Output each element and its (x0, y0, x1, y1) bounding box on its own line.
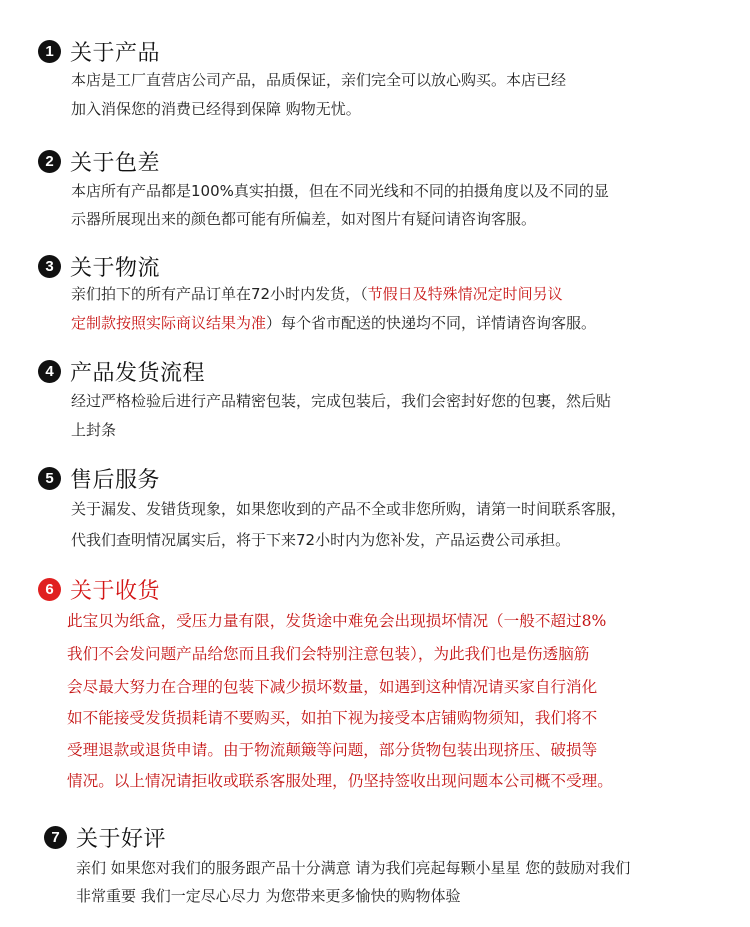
body-line: 亲们 如果您对我们的服务跟产品十分满意 请为我们亮起每颗小星星 您的鼓励对我们 (76, 859, 631, 877)
body-line: 关于漏发、发错货现象，如果您收到的产品不全或非您所购，请第一时间联系客服， (71, 500, 627, 518)
section-title: 关于产品 (70, 41, 161, 66)
section-header (38, 36, 160, 67)
section-title: 售后服务 (70, 468, 161, 493)
section-header (38, 356, 205, 387)
body-line: 代我们查明情况属实后，将于下来72小时内为您补发，产品运费公司承担。 (71, 531, 571, 549)
highlight-text: 节假日及特殊情况定时间另议 (367, 285, 563, 303)
body-line: 示器所展现出来的颜色都可能有所偏差，如对图片有疑问请咨询客服。 (71, 210, 537, 228)
number-badge-icon: 3 (38, 255, 61, 278)
body-line: 本店所有产品都是100%真实拍摄，但在不同光线和不同的拍摄角度以及不同的显 (71, 182, 609, 200)
number-badge-icon: 4 (38, 360, 61, 383)
section-title: 关于好评 (76, 827, 167, 852)
section-title: 关于色差 (70, 151, 161, 176)
body-line: 加入消保您的消费已经得到保障 购物无忧。 (71, 100, 361, 118)
body-line: 如不能接受发货损耗请不要购买，如拍下视为接受本店铺购物须知，我们将不 (67, 709, 598, 727)
body-line: 受理退款或退货申请。由于物流颠簸等问题，部分货物包装出现挤压、破损等 (67, 741, 598, 759)
body-line (71, 283, 563, 304)
section-header (38, 146, 160, 177)
body-text: 亲们拍下的所有产品订单在72小时内发货，（ (71, 285, 368, 303)
body-line: 我们不会发问题产品给您而且我们会特别注意包装），为此我们也是伤透脑筋 (67, 645, 590, 663)
body-line: 情况。以上情况请拒收或联系客服处理，仍坚持签收出现问题本公司概不受理。 (67, 772, 613, 790)
number-badge-icon: 1 (38, 40, 61, 63)
highlight-text: 定制款按照实际商议结果为准 (71, 314, 267, 332)
section-header (38, 463, 160, 494)
body-line: 上封条 (71, 421, 117, 439)
section-title: 关于物流 (70, 256, 161, 281)
body-line: 会尽最大努力在合理的包装下减少损坏数量，如遇到这种情况请买家自行消化 (67, 678, 598, 696)
body-line: 经过严格检验后进行产品精密包装，完成包装后，我们会密封好您的包裹，然后贴 (71, 392, 612, 410)
number-badge-icon: 5 (38, 467, 61, 490)
section-title: 关于收货 (70, 579, 161, 604)
section-header (38, 574, 160, 605)
body-line: 此宝贝为纸盒，受压力量有限，发货途中难免会出现损坏情况（一般不超过8% (67, 612, 607, 630)
section-title: 产品发货流程 (70, 361, 206, 386)
section-header (44, 822, 166, 853)
number-badge-icon: 2 (38, 150, 61, 173)
body-line (71, 312, 596, 333)
body-line: 本店是工厂直营店公司产品，品质保证，亲们完全可以放心购买。本店已经 (71, 71, 567, 89)
number-badge-icon: 6 (38, 578, 61, 601)
body-line: 非常重要 我们一定尽心尽力 为您带来更多愉快的购物体验 (76, 887, 461, 905)
body-text: ）每个省市配送的快递均不同，详情请咨询客服。 (266, 314, 597, 332)
number-badge-icon: 7 (44, 826, 67, 849)
section-header (38, 251, 160, 282)
